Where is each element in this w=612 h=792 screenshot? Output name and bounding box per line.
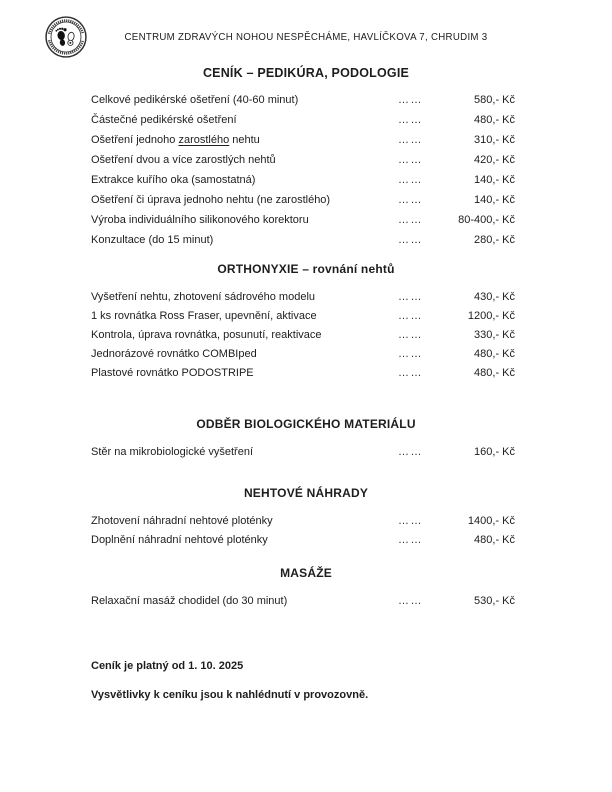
price-value: 310,- Kč	[474, 134, 515, 146]
price-value: 420,- Kč	[474, 154, 515, 166]
price-value: 530,- Kč	[474, 595, 515, 607]
price-value: 160,- Kč	[474, 446, 515, 458]
price-row	[91, 325, 515, 344]
section-orthonyxie-rows	[91, 287, 515, 382]
dot-leader: ……	[398, 347, 423, 360]
service-name: Relaxační masáž chodidel (do 30 minut)	[91, 595, 288, 607]
service-name: Extrakce kuřího oka (samostatná)	[91, 174, 256, 186]
section-heading-masaze: MASÁŽE	[280, 566, 332, 580]
dot-leader: ……	[398, 154, 423, 166]
price-row	[91, 190, 515, 210]
dot-leader: ……	[398, 234, 423, 246]
price-row	[91, 130, 515, 150]
dot-leader: ……	[398, 194, 423, 206]
dot-leader: ……	[398, 533, 423, 546]
section-nahrady-rows	[91, 511, 515, 549]
service-name: Celkové pedikérské ošetření (40-60 minut)	[91, 94, 299, 106]
service-name: Doplnění náhradní nehtové ploténky	[91, 533, 268, 546]
price-row	[91, 150, 515, 170]
price-value: 330,- Kč	[474, 328, 515, 341]
dot-leader: ……	[398, 290, 423, 303]
service-name: Kontrola, úprava rovnátka, posunutí, reaktivace	[91, 328, 322, 341]
price-row	[91, 344, 515, 363]
price-row	[91, 210, 515, 230]
price-row	[91, 591, 515, 611]
service-name: 1 ks rovnátka Ross Fraser, upevnění, aktivace	[91, 309, 317, 322]
footer-validity: Ceník je platný od 1. 10. 2025	[91, 660, 244, 672]
header-address: CENTRUM ZDRAVÝCH NOHOU NESPĚCHÁME, HAVLÍČKOVA 7, CHRUDIM 3	[124, 32, 488, 43]
price-value: 280,- Kč	[474, 234, 515, 246]
page-title: CENÍK – PEDIKÚRA, PODOLOGIE	[202, 66, 410, 80]
price-value: 580,- Kč	[474, 94, 515, 106]
service-name: Plastové rovnátko PODOSTRIPE	[91, 366, 254, 379]
price-row	[91, 170, 515, 190]
dot-leader: ……	[398, 94, 423, 106]
service-name: Vyšetření nehtu, zhotovení sádrového modelu	[91, 290, 316, 303]
dot-leader: ……	[398, 134, 423, 146]
price-value: 480,- Kč	[474, 533, 515, 546]
service-name: Ošetření dvou a více zarostlých nehtů	[91, 154, 276, 166]
dot-leader: ……	[398, 214, 423, 226]
price-value: 1400,- Kč	[467, 514, 515, 527]
price-value: 480,- Kč	[474, 366, 515, 379]
service-name: Stěr na mikrobiologické vyšetření	[91, 446, 254, 458]
service-name	[91, 134, 260, 146]
price-value: 140,- Kč	[474, 174, 515, 186]
section-masaze-rows	[91, 591, 515, 611]
service-name: Výroba individuálního silikonového korektoru	[91, 214, 309, 226]
price-row	[91, 511, 515, 530]
dot-leader: ……	[398, 595, 423, 607]
price-value: 430,- Kč	[474, 290, 515, 303]
footer-note: Vysvětlivky k ceníku jsou k nahlédnutí v provozovně.	[91, 689, 369, 701]
service-name: Ošetření či úprava jednoho nehtu (ne zarostlého)	[91, 194, 331, 206]
price-row	[91, 306, 515, 325]
price-row	[91, 442, 515, 462]
price-row	[91, 363, 515, 382]
dot-leader: ……	[398, 514, 423, 527]
service-name: Částečné pedikérské ošetření	[91, 114, 237, 126]
section-heading-nahrady: NEHTOVÉ NÁHRADY	[243, 486, 369, 500]
dot-leader: ……	[398, 446, 423, 458]
service-name-part: nehtu	[229, 134, 260, 146]
section-pedikura-rows	[91, 90, 515, 250]
price-value: 140,- Kč	[474, 194, 515, 206]
dot-leader: ……	[398, 366, 423, 379]
service-name: Zhotovení náhradní nehtové ploténky	[91, 514, 273, 527]
price-row	[91, 230, 515, 250]
service-name: Konzultace (do 15 minut)	[91, 234, 214, 246]
dot-leader: ……	[398, 174, 423, 186]
price-row	[91, 530, 515, 549]
service-name-part: Ošetření jednoho	[91, 134, 179, 146]
price-row	[91, 90, 515, 110]
service-name-underlined: zarostlého	[178, 134, 230, 146]
price-value: 1200,- Kč	[467, 309, 515, 322]
dot-leader: ……	[398, 309, 423, 322]
price-row	[91, 110, 515, 130]
price-value: 80-400,- Kč	[458, 214, 515, 226]
price-row	[91, 287, 515, 306]
price-value: 480,- Kč	[474, 114, 515, 126]
service-name: Jednorázové rovnátko COMBIped	[91, 347, 257, 360]
section-odber-rows	[91, 442, 515, 462]
section-heading-odber: ODBĚR BIOLOGICKÉHO MATERIÁLU	[196, 417, 416, 431]
dot-leader: ……	[398, 328, 423, 341]
dot-leader: ……	[398, 114, 423, 126]
price-value: 480,- Kč	[474, 347, 515, 360]
section-heading-orthonyxie: ORTHONYXIE – rovnání nehtů	[217, 262, 395, 276]
